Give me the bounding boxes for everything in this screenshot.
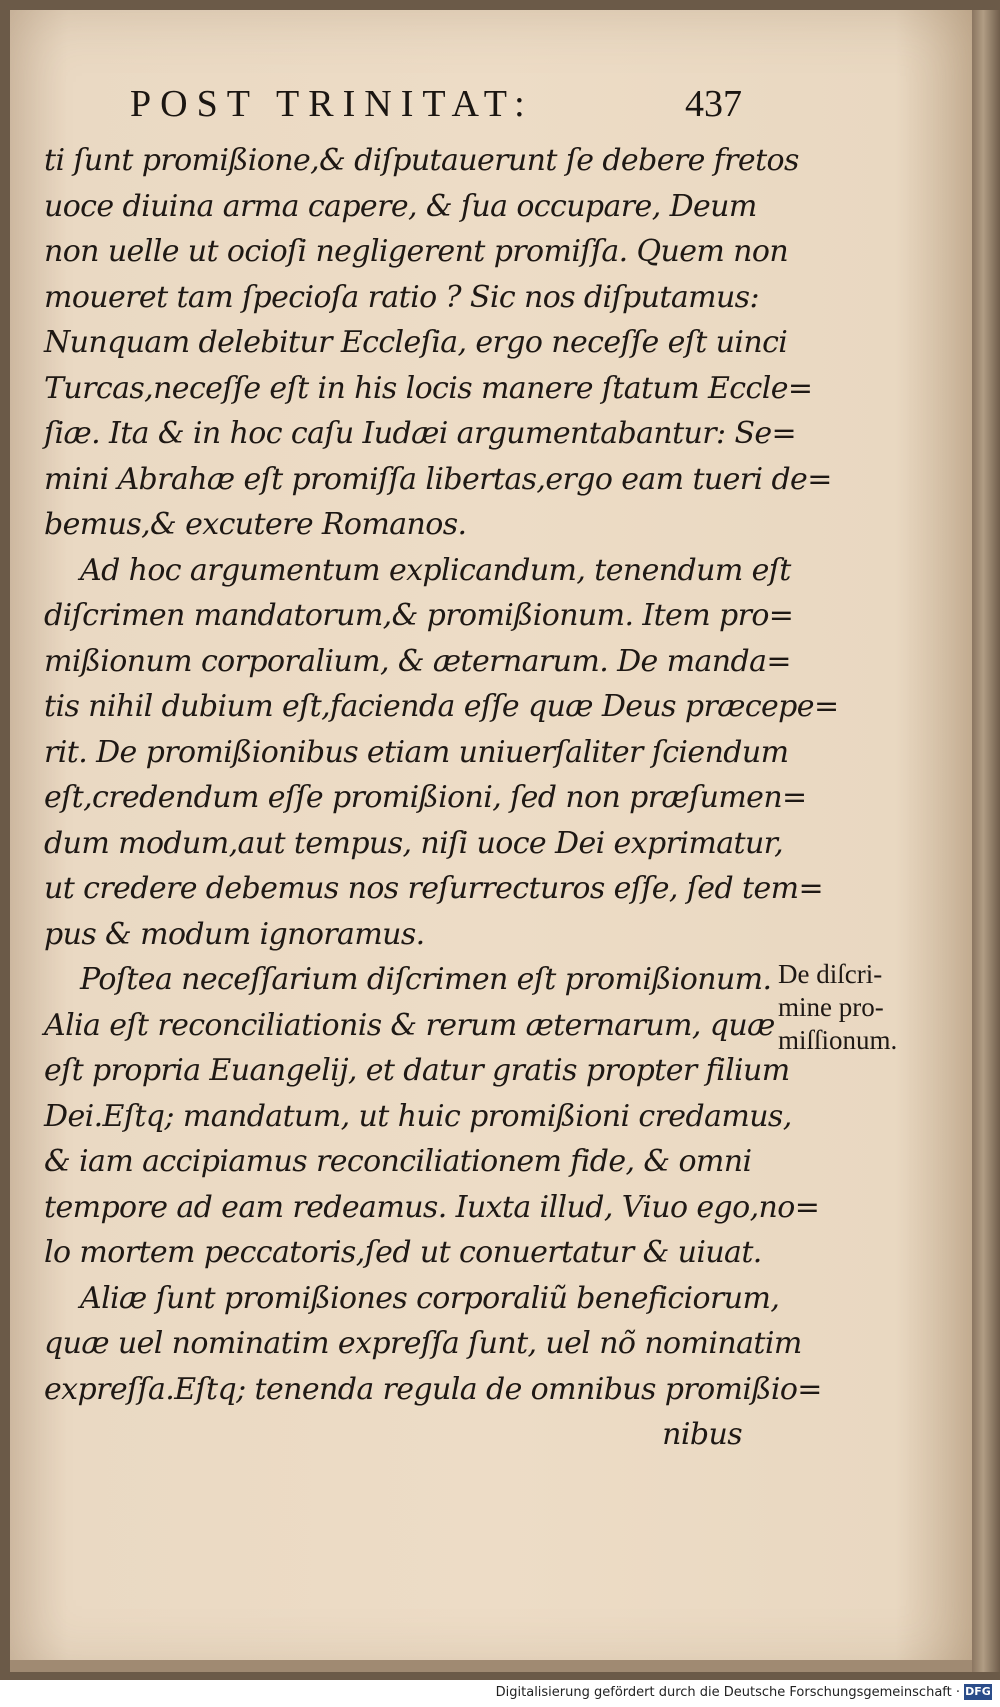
text-line: bemus,& excutere Romanos. <box>44 507 467 542</box>
paragraph-start-line: Poſtea neceſſarium diſcrimen eſt promißionum. <box>80 962 772 997</box>
text-line: moueret tam ſpecioſa ratio ? Sic nos diſputamus: <box>44 279 759 315</box>
text-line: expreſſa.Eſtq; tenenda regula de omnibus promißio= <box>44 1371 822 1407</box>
text-line: ſiæ. Ita & in hoc caſu Iudæi argumentabantur: Se= <box>44 416 797 451</box>
page-edge-bottom <box>10 1660 972 1672</box>
paragraph-start-line: Ad hoc argumentum explicandum, tenendum eſt <box>80 552 791 588</box>
paragraph-start-line: Aliæ ſunt promißiones corporaliũ beneficiorum, <box>80 1280 780 1316</box>
text-line: tis nihil dubium eſt,facienda eſſe quæ Deus præcepe= <box>44 689 839 724</box>
text-line: non uelle ut ocioſi negligerent promiſſa. Quem non <box>44 234 789 269</box>
text-line: lo mortem peccatoris,ſed ut conuertatur & uiuat. <box>44 1235 762 1270</box>
text-line: pus & modum ignoramus. <box>44 916 425 952</box>
text-line: ti ſunt promißione,& diſputauerunt ſe debere fretos <box>44 143 799 178</box>
text-line: Nunquam delebitur Eccleſia, ergo neceſſe eſt uinci <box>44 325 788 360</box>
text-line: Alia eſt reconciliationis & rerum æternarum, quæ <box>44 1007 775 1043</box>
text-line: eſt propria Euangelij, et datur gratis propter filium <box>44 1053 790 1088</box>
marginal-note <box>778 958 948 1057</box>
marginal-note-line: miſſionum. <box>778 1025 898 1055</box>
text-line: Dei.Eſtq; mandatum, ut huic promißioni credamus, <box>44 1098 792 1134</box>
text-line: ut credere debemus nos reſurrecturos eſſe, ſed tem= <box>44 871 823 906</box>
text-line: mißionum corporalium, & æternarum. De manda= <box>44 643 791 679</box>
text-line: diſcrimen mandatorum,& promißionum. Item pro= <box>44 598 794 633</box>
running-title: POST TRINITAT: <box>130 83 534 125</box>
text-line: uoce diuina arma capere, & ſua occupare, Deum <box>44 188 757 224</box>
page-header <box>130 82 750 132</box>
marginal-note-line: De diſcri- <box>778 959 883 989</box>
catchword: nibus <box>662 1417 742 1452</box>
text-line: rit. De promißionibus etiam uniuerſaliter ſciendum <box>44 734 789 770</box>
text-line: dum modum,aut tempus, niſi uoce Dei exprimatur, <box>44 825 784 861</box>
text-line: eſt,credendum eſſe promißioni, ſed non præſumen= <box>44 780 807 815</box>
text-line: & iam accipiamus reconciliationem fide, & omni <box>44 1144 752 1179</box>
digitization-credit: Digitalisierung gefördert durch die Deutsche Forschungsgemeinschaft · <box>495 1685 960 1700</box>
text-line: Turcas,neceſſe eſt in his locis manere ſtatum Eccle= <box>44 370 813 406</box>
text-line: quæ uel nominatim expreſſa ſunt, uel nõ nominatim <box>44 1326 802 1361</box>
text-line: tempore ad eam redeamus. Iuxta illud, Viuo ego,no= <box>44 1189 820 1225</box>
dfg-logo: DFG <box>965 1685 991 1698</box>
marginal-note-line: mine pro- <box>778 992 884 1022</box>
page-number: 437 <box>685 83 742 125</box>
page-edge-right <box>972 10 1000 1672</box>
text-line: mini Abrahæ eſt promiſſa libertas,ergo eam tueri de= <box>44 461 832 497</box>
